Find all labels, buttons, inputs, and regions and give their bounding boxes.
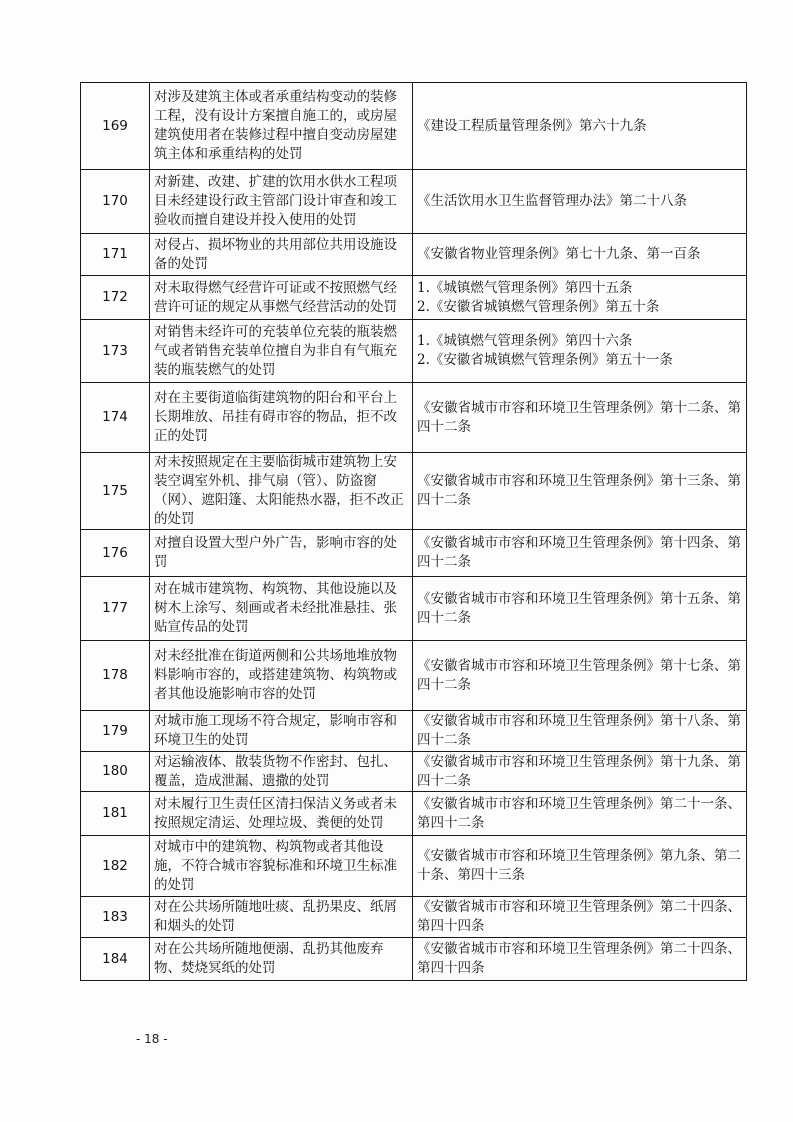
legal-basis: [413, 792, 747, 836]
legal-basis-line: 《安徽省城市市容和环境卫生管理条例》第十四条、第四十二条: [417, 535, 741, 570]
item-number: 178: [81, 641, 150, 711]
item-number: 170: [81, 170, 150, 234]
legal-basis-line: 1.《城镇燃气管理条例》第四十五条: [417, 279, 633, 296]
legal-basis: [413, 276, 747, 320]
item-number: 176: [81, 530, 150, 577]
legal-basis-line: 《安徽省城市市容和环境卫生管理条例》第十二条、第四十二条: [417, 399, 741, 435]
legal-basis-line: 2.《安徽省城镇燃气管理条例》第五十条: [417, 298, 660, 315]
legal-basis-line: 《安徽省城市市容和环境卫生管理条例》第十七条、第四十二条: [417, 657, 741, 693]
item-number: 179: [81, 711, 150, 752]
item-number: 175: [81, 453, 150, 530]
penalty-matter: 对销售未经许可的充装单位充装的瓶装燃气或者销售充装单位擅自为非自有气瓶充装的瓶装燃气的处罚: [150, 320, 413, 383]
legal-basis-line: 《安徽省城市市容和环境卫生管理条例》第二十四条、第四十四条: [417, 941, 741, 976]
table-row: [81, 641, 747, 711]
legal-basis: [413, 234, 747, 276]
penalty-items-table: [80, 82, 747, 981]
penalty-matter: 对在公共场所随地便溺、乱扔其他废弃物、焚烧冥纸的处罚: [150, 938, 413, 981]
legal-basis-line: 《安徽省城市市容和环境卫生管理条例》第十三条、第四十二条: [417, 473, 741, 508]
legal-basis: [413, 530, 747, 577]
legal-basis-line: 2.《安徽省城镇燃气管理条例》第五十一条: [417, 352, 673, 368]
table-row: [81, 530, 747, 577]
penalty-matter: 对在公共场所随地吐痰、乱扔果皮、纸屑和烟头的处罚: [150, 897, 413, 938]
table-row: [81, 836, 747, 897]
penalty-matter: 对城市中的建筑物、构筑物或者其他设施，不符合城市容貌标准和环境卫生标准的处罚: [150, 836, 413, 897]
table-row: [81, 170, 747, 234]
page-number: - 18 -: [136, 1032, 168, 1046]
legal-basis-line: 《安徽省城市市容和环境卫生管理条例》第十五条、第四十二条: [417, 590, 741, 626]
legal-basis: [413, 938, 747, 981]
table-row: [81, 938, 747, 981]
legal-basis: [413, 320, 747, 383]
penalty-matter: 对侵占、损坏物业的共用部位共用设施设备的处罚: [150, 234, 413, 276]
penalty-matter: 对擅自设置大型户外广告，影响市容的处罚: [150, 530, 413, 577]
penalty-matter: 对在城市建筑物、构筑物、其他设施以及树木上涂写、刻画或者未经批准悬挂、张贴宣传品的处罚: [150, 577, 413, 641]
table-row: [81, 234, 747, 276]
legal-basis-line: 1.《城镇燃气管理条例》第四十六条: [417, 333, 633, 349]
table-row: [81, 577, 747, 641]
legal-basis-line: 《安徽省城市市容和环境卫生管理条例》第十九条、第四十二条: [417, 753, 741, 789]
penalty-matter: 对未取得燃气经营许可证或不按照燃气经营许可证的规定从事燃气经营活动的处罚: [150, 276, 413, 320]
item-number: 172: [81, 276, 150, 320]
legal-basis: [413, 83, 747, 170]
table-body: [81, 83, 747, 981]
legal-basis: [413, 453, 747, 530]
item-number: 180: [81, 752, 150, 792]
table-row: [81, 383, 747, 453]
legal-basis-line: 《建设工程质量管理条例》第六十九条: [417, 117, 647, 134]
table-row: [81, 276, 747, 320]
table-row: [81, 83, 747, 170]
penalty-matter: 对新建、改建、扩建的饮用水供水工程项目未经建设行政主管部门设计审查和竣工验收而擅自建设并投入使用的处罚: [150, 170, 413, 234]
legal-basis: [413, 641, 747, 711]
legal-basis-line: 《安徽省物业管理条例》第七十九条、第一百条: [417, 246, 701, 262]
legal-basis: [413, 170, 747, 234]
penalty-matter: 对未按照规定在主要临街城市建筑物上安装空调室外机、排气扇（管）、防盗窗（网）、遮阳篷、太阳能热水器，拒不改正的处罚: [150, 453, 413, 530]
legal-basis: [413, 897, 747, 938]
legal-basis: [413, 752, 747, 792]
legal-basis: [413, 577, 747, 641]
legal-basis-line: 《安徽省城市市容和环境卫生管理条例》第十八条、第四十二条: [417, 713, 741, 748]
item-number: 183: [81, 897, 150, 938]
legal-basis: [413, 711, 747, 752]
item-number: 169: [81, 83, 150, 170]
table-row: [81, 897, 747, 938]
legal-basis: [413, 836, 747, 897]
item-number: 177: [81, 577, 150, 641]
item-number: 184: [81, 938, 150, 981]
penalty-matter: 对运输液体、散装货物不作密封、包扎、覆盖，造成泄漏、遗撒的处罚: [150, 752, 413, 792]
item-number: 174: [81, 383, 150, 453]
table-row: [81, 752, 747, 792]
item-number: 182: [81, 836, 150, 897]
legal-basis-line: 《生活饮用水卫生监督管理办法》第二十八条: [417, 193, 687, 209]
legal-basis: [413, 383, 747, 453]
penalty-matter: 对城市施工现场不符合规定，影响市容和环境卫生的处罚: [150, 711, 413, 752]
table-row: [81, 320, 747, 383]
table-row: [81, 792, 747, 836]
penalty-matter: 对未经批准在街道两侧和公共场地堆放物料影响市容的，或搭建建筑物、构筑物或者其他设施影响市容的处罚: [150, 641, 413, 711]
item-number: 173: [81, 320, 150, 383]
table-row: [81, 453, 747, 530]
legal-basis-line: 《安徽省城市市容和环境卫生管理条例》第二十一条、第四十二条: [417, 795, 741, 831]
legal-basis-line: 《安徽省城市市容和环境卫生管理条例》第九条、第二十条、第四十三条: [417, 848, 741, 883]
item-number: 171: [81, 234, 150, 276]
item-number: 181: [81, 792, 150, 836]
legal-basis-line: 《安徽省城市市容和环境卫生管理条例》第二十四条、第四十四条: [417, 899, 741, 934]
penalty-matter: 对涉及建筑主体或者承重结构变动的装修工程，没有设计方案擅自施工的，或房屋建筑使用者在装修过程中擅自变动房屋建筑主体和承重结构的处罚: [150, 83, 413, 170]
penalty-matter: 对在主要街道临街建筑物的阳台和平台上长期堆放、吊挂有碍市容的物品，拒不改正的处罚: [150, 383, 413, 453]
penalty-matter: 对未履行卫生责任区清扫保洁义务或者未按照规定清运、处理垃圾、粪便的处罚: [150, 792, 413, 836]
table-row: [81, 711, 747, 752]
